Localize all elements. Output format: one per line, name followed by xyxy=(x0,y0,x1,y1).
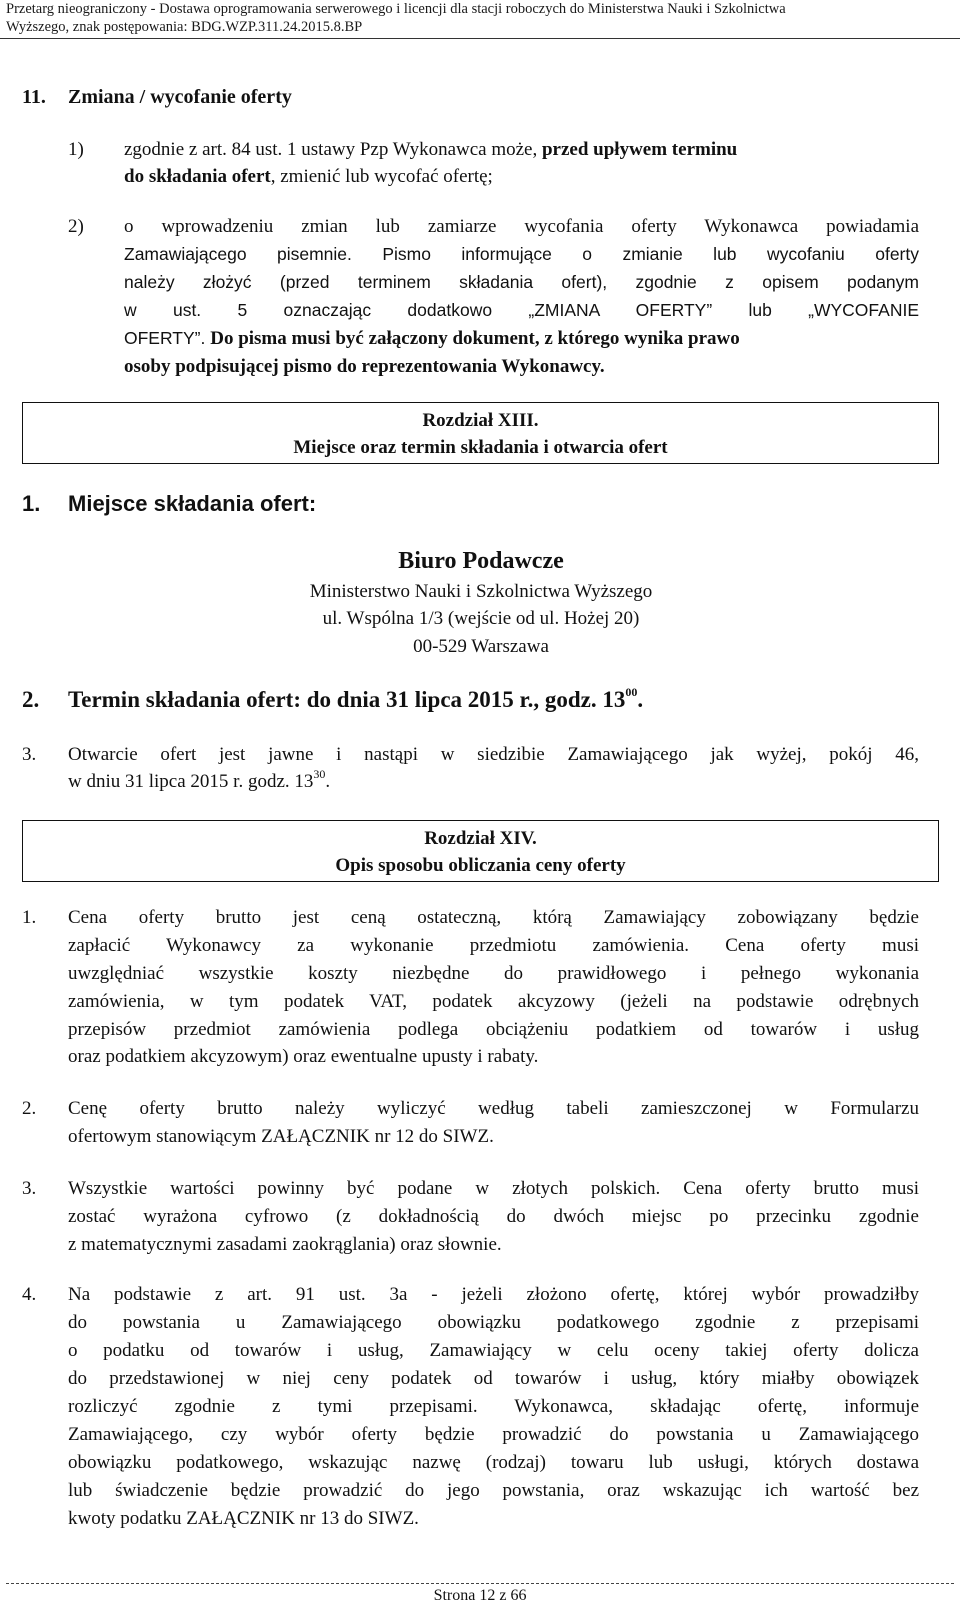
chapter-14-item4-line1: Na podstawie z art. 91 ust. 3a - jeżeli złożono ofertę, której wybór prowadziłby xyxy=(68,1284,919,1305)
chapter-13-item3-line2 xyxy=(68,768,330,795)
chapter-13-subheading: Miejsce oraz termin składania i otwarcia ofert xyxy=(293,437,668,458)
chapter-14-item1-line4: zamówienia, w tym podatek VAT, podatek akcyzowy (jeżeli na podstawie odrębnych xyxy=(68,991,919,1012)
chapter-14-item4-line2: do powstania u Zamawiającego obowiązku podatkowego zgodnie z przepisami xyxy=(68,1312,919,1333)
chapter-14-item1-line3: uwzględniać wszystkie koszty niezbędne do prawidłowego i pełnego wykonania xyxy=(68,963,919,984)
chapter-14-item3-line1: Wszystkie wartości powinny być podane w złotych polskich. Cena oferty brutto musi xyxy=(68,1178,919,1199)
chapter-14-item4-line7: obowiązku podatkowego, wskazując nazwę (rodzaj) towaru lub usługi, których dostawa xyxy=(68,1452,919,1473)
chapter-14-item1-line6: oraz podatkiem akcyzowym) oraz ewentualne upusty i rabaty. xyxy=(68,1046,539,1067)
chapter-13-item2-text xyxy=(68,686,643,713)
chapter-13-item1-label: Miejsce składania ofert: xyxy=(68,491,317,516)
header-divider xyxy=(0,38,960,39)
chapter-14-item1-number: 1. xyxy=(22,907,37,928)
section-11-item2-marker: 2) xyxy=(68,216,84,237)
section-11-item1-line2 xyxy=(124,163,493,190)
section-11-item1-line1 xyxy=(124,136,737,163)
chapter-14-item2-line1: Cenę oferty brutto należy wyliczyć według tabeli zamieszczonej w Formularzu xyxy=(68,1098,919,1119)
chapter-14-item4-line5: rozliczyć zgodnie z tymi przepisami. Wykonawca, składając ofertę, informuje xyxy=(68,1396,919,1417)
chapter-14-item4-line3: o podatku od towarów i usług, Zamawiający w celu oceny takiej oferty dolicza xyxy=(68,1340,919,1361)
item1-text: zgodnie z art. 84 ust. 1 ustawy Pzp Wykonawca może, xyxy=(124,139,542,160)
section-11-item2-line3: należy złożyć (przed terminem składania ofert), zgodnie z opisem podanym xyxy=(124,272,919,292)
section-11-item2-line4: w ust. 5 oznaczając dodatkowo „ZMIANA OFERTY” lub „WYCOFANIE xyxy=(124,300,919,320)
chapter-14-item3-number: 3. xyxy=(22,1178,37,1199)
section-11-title: Zmiana / wycofanie oferty xyxy=(68,86,292,108)
opening-text: w dniu 31 lipca 2015 r. godz. 13 xyxy=(68,771,314,792)
opening-end: . xyxy=(325,771,331,792)
footer-divider xyxy=(6,1583,954,1584)
chapter-13-item2-number: 2. xyxy=(22,687,40,712)
section-11-item2-line6: osoby podpisującej pismo do reprezentowania Wykonawcy. xyxy=(124,356,605,377)
address-office: Biuro Podawcze xyxy=(398,548,564,574)
item2-bold-text-5: Do pisma musi być załączony dokument, z którego wynika prawo xyxy=(210,328,740,349)
chapter-14-item1-line1: Cena oferty brutto jest ceną ostateczną, którą Zamawiający zobowiązany będzie xyxy=(68,907,919,928)
chapter-14-item1-line5: przepisów przedmiot zamówienia podlega obciążeniu podatkiem od towarów i usług xyxy=(68,1019,919,1040)
chapter-13-item3-number: 3. xyxy=(22,744,37,765)
chapter-13-heading: Rozdział XIII. xyxy=(422,410,539,431)
chapter-14-item4-line8: lub świadczenie będzie prowadzić do jego powstania, oraz wskazując ich wartość bez xyxy=(68,1480,919,1501)
chapter-14-heading: Rozdział XIV. xyxy=(424,828,537,849)
item2-text-5: OFERTY”. xyxy=(124,328,211,348)
chapter-14-item4-number: 4. xyxy=(22,1284,37,1305)
chapter-14-item4-line6: Zamawiającego, czy wybór oferty będzie prowadzić do powstania u Zamawiającego xyxy=(68,1424,919,1445)
chapter-14-item4-line9: kwoty podatku ZAŁĄCZNIK nr 13 do SIWZ. xyxy=(68,1508,419,1529)
chapter-13-item3-line1: Otwarcie ofert jest jawne i nastąpi w siedzibie Zamawiającego jak wyżej, pokój 46, xyxy=(68,744,919,765)
item1-text-2: , zmienić lub wycofać ofertę; xyxy=(270,166,493,187)
chapter-14-item1-line2: zapłacić Wykonawcy za wykonanie przedmiotu zamówienia. Cena oferty musi xyxy=(68,935,919,956)
chapter-14-item4-line4: do przedstawionej w niej ceny podatek od towarów i usług, który miałby obowiązek xyxy=(68,1368,919,1389)
section-11-item1-marker: 1) xyxy=(68,139,84,160)
chapter-13-item1-number: 1. xyxy=(22,491,41,516)
section-11-item2-line1: o wprowadzeniu zmian lub zamiarze wycofania oferty Wykonawca powiadamia xyxy=(124,216,919,237)
chapter-14-subheading: Opis sposobu obliczania ceny oferty xyxy=(335,855,626,876)
section-11-number: 11. xyxy=(22,86,46,108)
section-11-item2-line5 xyxy=(124,325,740,352)
deadline-end: . xyxy=(637,687,644,712)
header-line-2: Wyższego, znak postępowania: BDG.WZP.311.24.2015.8.BP xyxy=(6,19,363,35)
deadline-minutes: 00 xyxy=(625,685,638,700)
address-city: 00-529 Warszawa xyxy=(413,636,549,657)
chapter-13-heading-box xyxy=(22,402,939,464)
address-street: ul. Wspólna 1/3 (wejście od ul. Hożej 20) xyxy=(322,608,640,629)
section-11-item2-line2: Zamawiającego pisemnie. Pismo informujące o zmianie lub wycofaniu oferty xyxy=(124,244,919,264)
chapter-14-item3-line2: zostać wyrażona cyfrowo (z dokładnością do dwóch miejsc po przecinku zgodnie xyxy=(68,1206,919,1227)
item1-bold-text-2: do składania ofert xyxy=(124,166,271,187)
item1-bold-text: przed upływem terminu xyxy=(541,139,738,160)
chapter-14-item2-number: 2. xyxy=(22,1098,37,1119)
chapter-14-heading-box xyxy=(22,820,939,882)
page-number: Strona 12 z 66 xyxy=(433,1587,527,1604)
chapter-14-item2-line2: ofertowym stanowiącym ZAŁĄCZNIK nr 12 do SIWZ. xyxy=(68,1126,494,1147)
deadline-text: Termin składania ofert: do dnia 31 lipca 2015 r., godz. 13 xyxy=(68,687,626,712)
header-line-1: Przetarg nieograniczony - Dostawa oprogramowania serwerowego i licencji dla stacji roboczych do Ministerstwa Nauki i Szkolnictwa xyxy=(6,1,786,17)
opening-minutes: 30 xyxy=(313,766,326,781)
address-ministry: Ministerstwo Nauki i Szkolnictwa Wyższego xyxy=(309,581,653,602)
chapter-14-item3-line3: z matematycznymi zasadami zaokrąglania) oraz słownie. xyxy=(68,1234,502,1255)
